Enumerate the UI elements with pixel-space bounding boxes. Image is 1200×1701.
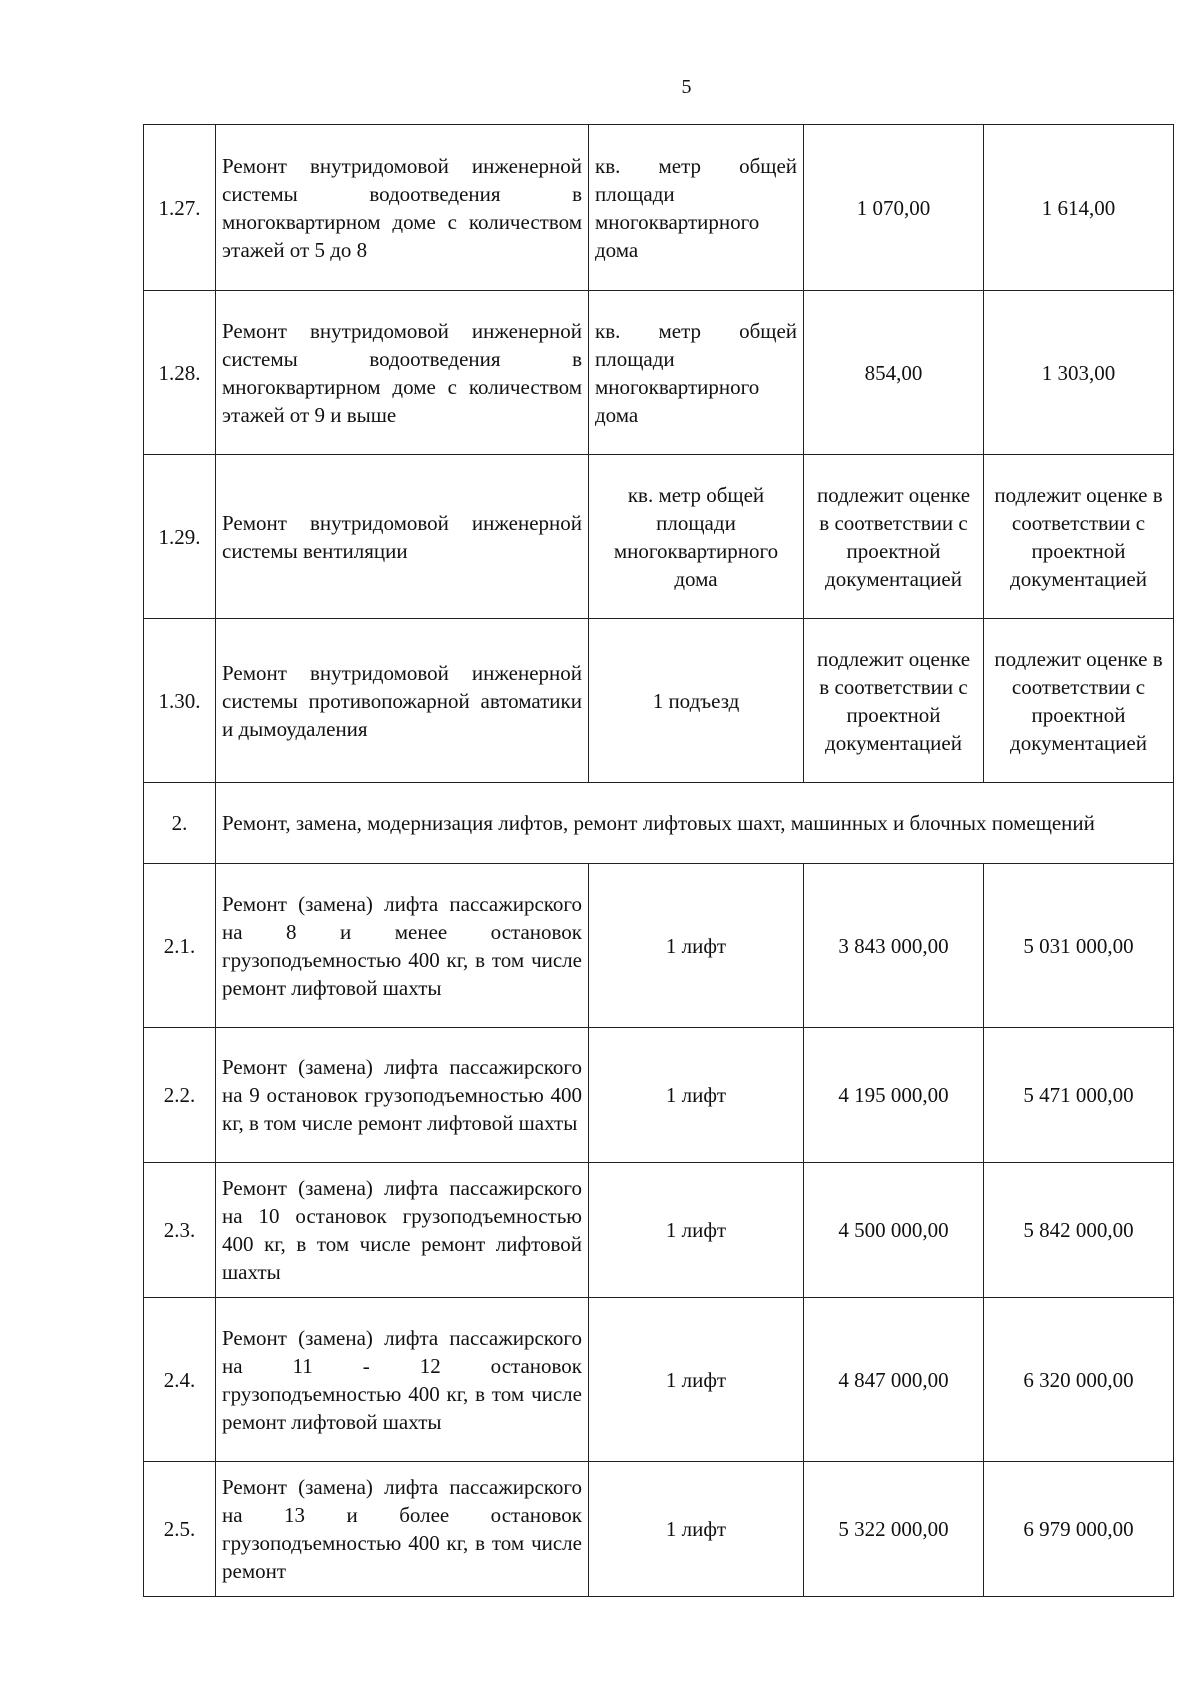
price-cell-1: 4 500 000,00 — [804, 1163, 984, 1298]
table-row — [144, 1028, 1174, 1163]
table-row — [144, 291, 1174, 455]
work-name — [216, 619, 589, 783]
price-cell-2: 1 303,00 — [984, 291, 1174, 455]
unit-cell: 1 подъезд — [589, 619, 804, 783]
table-row — [144, 619, 1174, 783]
work-name-text: Ремонт внутридомовой инженерной системы водоотведения в многоквартирном доме с количеством этажей от 9 и выше — [222, 318, 582, 427]
row-number: 1.30. — [144, 619, 216, 783]
price-cell-1 — [804, 455, 984, 619]
price-note: подлежит оценке в соответствии с проектной документацией — [994, 646, 1163, 755]
work-name-text: Ремонт внутридомовой инженерной системы водоотведения в многоквартирном доме с количеством этажей от 5 до 8 — [222, 153, 582, 262]
work-name-text: Ремонт (замена) лифта пассажирского на 13 и более остановок грузоподъемностью 400 кг, в том числе ремонт — [222, 1475, 582, 1583]
price-note: подлежит оценке в соответствии с проектной документацией — [816, 482, 971, 591]
section-number: 2. — [144, 783, 216, 864]
work-name — [216, 1028, 589, 1163]
unit-cell: 1 лифт — [589, 1028, 804, 1163]
work-name — [216, 1163, 589, 1298]
row-number: 2.5. — [144, 1462, 216, 1597]
price-cell-1: 4 847 000,00 — [804, 1298, 984, 1462]
unit-cell — [589, 125, 804, 291]
section-title: Ремонт, замена, модернизация лифтов, ремонт лифтовых шахт, машинных и блочных помещений — [216, 783, 1174, 864]
table-row — [144, 864, 1174, 1028]
price-cell-2: 1 614,00 — [984, 125, 1174, 291]
table-row — [144, 1298, 1174, 1462]
table-row — [144, 125, 1174, 291]
table-row — [144, 1462, 1174, 1597]
unit-cell: 1 лифт — [589, 1462, 804, 1597]
price-cell-2 — [984, 455, 1174, 619]
unit-cell: 1 лифт — [589, 1298, 804, 1462]
page-number: 5 — [681, 76, 692, 98]
unit-cell — [589, 455, 804, 619]
table-row — [144, 455, 1174, 619]
unit-cell — [589, 291, 804, 455]
row-number: 2.3. — [144, 1163, 216, 1298]
price-cell-2: 6 320 000,00 — [984, 1298, 1174, 1462]
unit-text: кв. метр общей площади многоквартирного дома — [595, 153, 797, 262]
price-cell-2: 5 471 000,00 — [984, 1028, 1174, 1163]
row-number: 2.2. — [144, 1028, 216, 1163]
price-cell-1 — [804, 619, 984, 783]
price-cell-2 — [984, 619, 1174, 783]
work-name-text: Ремонт (замена) лифта пассажирского на 9 остановок грузоподъемностью 400 кг, в том числе ремонт лифтовой шахты — [222, 1055, 582, 1135]
work-name-text: Ремонт (замена) лифта пассажирского на 11 - 12 остановок грузоподъемностью 400 кг, в том числе ремонт лифтовой шахты — [222, 1325, 582, 1434]
price-note: подлежит оценке в соответствии с проектной документацией — [816, 646, 971, 755]
row-number: 1.29. — [144, 455, 216, 619]
unit-text: кв. метр общей площади многоквартирного дома — [595, 318, 797, 427]
price-note: подлежит оценке в соответствии с проектной документацией — [994, 482, 1163, 591]
unit-cell: 1 лифт — [589, 1163, 804, 1298]
row-number: 2.4. — [144, 1298, 216, 1462]
work-name — [216, 291, 589, 455]
price-cell-1: 4 195 000,00 — [804, 1028, 984, 1163]
work-name-text: Ремонт (замена) лифта пассажирского на 10 остановок грузоподъемностью 400 кг, в том числе ремонт лифтовой шахты — [222, 1176, 582, 1284]
row-number: 1.28. — [144, 291, 216, 455]
price-cell-1: 3 843 000,00 — [804, 864, 984, 1028]
work-name — [216, 864, 589, 1028]
work-name-text: Ремонт (замена) лифта пассажирского на 8 и менее остановок грузоподъемностью 400 кг, в том числе ремонт лифтовой шахты — [222, 891, 582, 1000]
price-cell-2: 5 842 000,00 — [984, 1163, 1174, 1298]
work-name — [216, 1298, 589, 1462]
price-cell-1: 5 322 000,00 — [804, 1462, 984, 1597]
price-cell-1: 854,00 — [804, 291, 984, 455]
work-name-text: Ремонт внутридомовой инженерной системы противопожарной автоматики и дымоудаления — [222, 660, 582, 741]
price-cell-2: 5 031 000,00 — [984, 864, 1174, 1028]
work-name — [216, 1462, 589, 1597]
unit-cell: 1 лифт — [589, 864, 804, 1028]
section-row — [144, 783, 1174, 864]
price-table — [143, 124, 1174, 1597]
price-cell-2: 6 979 000,00 — [984, 1462, 1174, 1597]
work-name-text: Ремонт внутридомовой инженерной системы вентиляции — [222, 510, 582, 563]
work-name — [216, 455, 589, 619]
unit-text: кв. метр общей площади многоквартирного дома — [613, 482, 779, 591]
row-number: 1.27. — [144, 125, 216, 291]
table-row — [144, 1163, 1174, 1298]
row-number: 2.1. — [144, 864, 216, 1028]
price-cell-1: 1 070,00 — [804, 125, 984, 291]
work-name — [216, 125, 589, 291]
